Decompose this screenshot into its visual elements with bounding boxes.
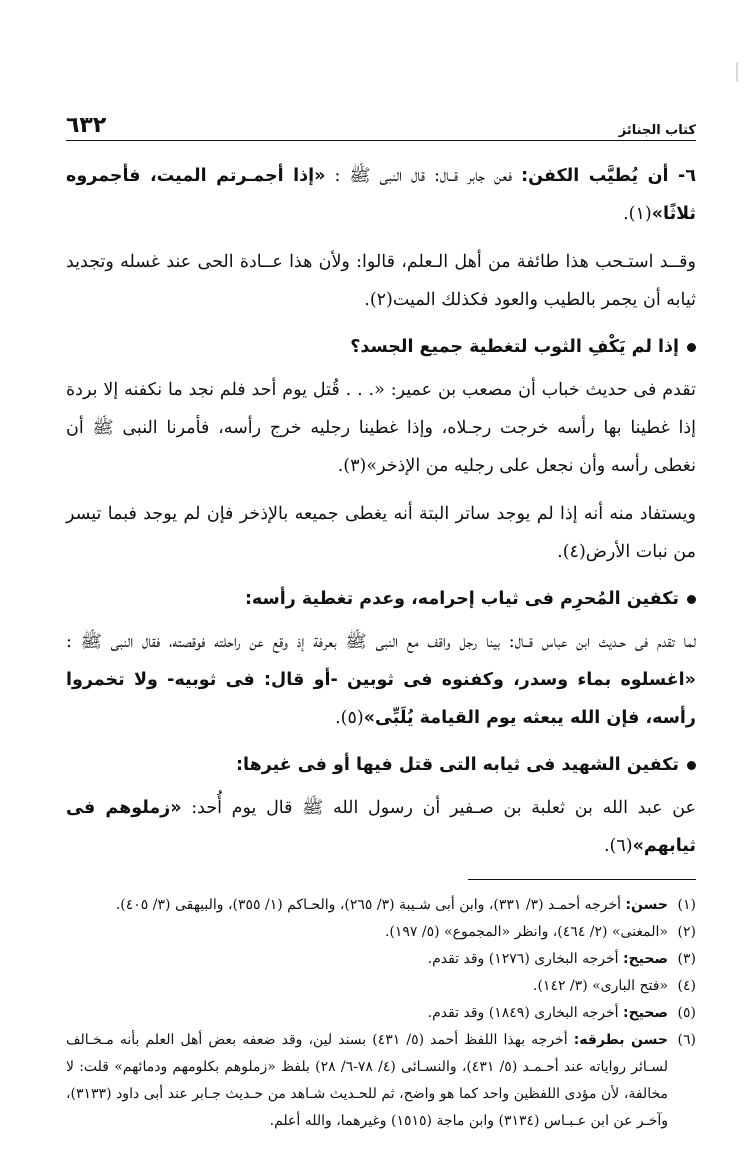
footnote-number: (١) <box>677 897 696 913</box>
footnote-item <box>66 1000 696 1027</box>
footnote-item <box>66 1027 696 1135</box>
footnotes-list <box>66 892 696 1135</box>
subheading-martyr-shroud <box>66 747 696 783</box>
subheading-text: إذا لم يَكْفِ الثوب لتغطية جميع الجسد؟ <box>350 337 679 357</box>
footnote-ref: (٦). <box>603 836 633 856</box>
paragraph-text: ويستفاد منه أنه إذا لم يوجد ساتر البتة أنه يغطى جميعه بالإذخر فإن لم يوجد فبما تيسر من نبات الأرض <box>66 504 696 562</box>
bullet-icon <box>687 343 696 352</box>
footnote-ref: (٤). <box>557 542 586 562</box>
footnote-grade: حسن: <box>625 897 668 913</box>
footnote-ref: (١). <box>623 204 652 224</box>
hadith-quote: «زملوهم فى ثيابهم» <box>66 798 696 856</box>
footnote-number: (٣) <box>677 951 696 967</box>
book-title: كتاب الجنائز <box>618 123 696 138</box>
footnote-ref: (٣). <box>337 456 367 476</box>
paragraph-ibn-abbas-hadith <box>66 623 696 737</box>
hadith-quote: «إذا أجمـرتم الميت، فأجمروه ثلاثًا» <box>66 166 696 224</box>
paragraph-text: عن عبد الله بن ثعلبة بن صـفير أن رسول الله ﷺ قال يوم أُحد: <box>181 798 696 818</box>
book-page <box>66 108 696 1135</box>
margin-mark <box>736 62 738 82</box>
footnote-text: أخرجه البخارى (١٢٧٦) وقد تقدم. <box>427 951 623 967</box>
paragraph-scholars-view <box>66 243 696 319</box>
paragraph-martyr-hadith <box>66 789 696 865</box>
footnote-number: (٥) <box>677 1005 696 1021</box>
footnote-number: (٢) <box>677 924 696 940</box>
footnote-grade: صحيح: <box>622 951 668 967</box>
footnote-ref: (٢). <box>364 290 393 310</box>
subheading-text: تكفين الشهيد فى ثيابه التى قتل فيها أو فى غيرها: <box>236 755 679 775</box>
footnote-text: أخرجه البخارى (١٨٤٩) وقد تقدم. <box>427 1005 623 1021</box>
paragraph-perfuming-shroud <box>66 157 696 233</box>
paragraph-text: تقدم فى حديث خباب أن مصعب بن عمير: «. . . قُتل يوم أحد فلم نجد ما نكفنه إلا بردة إذا غطينا بها رأسه خرجت رجـلاه، وإذا غطينا رجليه خرج رأسه، فأمرنا النبى ﷺ أن نغطى رأسه وأن نجعل على رجليه من الإذخر» <box>66 380 696 476</box>
page-number: ٦٣٢ <box>66 113 107 138</box>
footnote-text: أخرجه أحمـد (٣/ ٣٣١)، وابن أبى شـيبة (٣/ ٢٦٥)، والحـاكم (١/ ٣٥٥)، والبيهقى (٣/ ٤٠٥). <box>115 897 626 913</box>
footnote-ref: (٥). <box>335 708 364 728</box>
footnote-grade: حسن بطرقه: <box>573 1032 668 1048</box>
footnote-item <box>66 973 696 1000</box>
body-text <box>66 157 696 865</box>
subheading-muhrim-shroud <box>66 581 696 617</box>
footnote-grade: صحيح: <box>622 1005 668 1021</box>
paragraph-text: وقــد استـحب هذا طائفة من أهل الـعلم، قالوا: ولأن هذا عــادة الحى عند غسله وتجديد ثيابه أن يجمر بالطيب والعود فكذلك الميت <box>66 252 696 310</box>
subheading-insufficient-cloth <box>66 329 696 365</box>
paragraph-text: فعن جابر قــال: قال النبى ﷺ : <box>325 166 522 186</box>
footnote-text: «المغنى» (٢/ ٤٦٤)، وانظر «المجموع» (٥/ ١٩٧). <box>384 924 668 940</box>
footnote-number: (٦) <box>677 1032 696 1048</box>
footnote-text: «فتح البارى» (٣/ ١٤٢). <box>533 978 668 994</box>
hadith-quote: «اغسلوه بماء وسدر، وكفنوه فى ثوبين -أو قال: فى ثوبيه- ولا تخمروا رأسه، فإن الله يبعثه يوم القيامة يُلَبِّى» <box>66 670 696 728</box>
section-lead: ٦- أن يُطيَّب الكفن: <box>521 166 696 186</box>
footnote-item <box>66 919 696 946</box>
paragraph-idhkhir-ruling <box>66 495 696 571</box>
footnote-number: (٤) <box>677 978 696 994</box>
footnote-item <box>66 946 696 973</box>
running-head <box>66 108 696 141</box>
bullet-icon <box>687 595 696 604</box>
paragraph-text: لما تقدم فى حـديث ابن عباس قــال: بينا رجل واقف مع النبى ﷺ بعرفة إذ وقع عن راحلته فوقصته، فقال النبى ﷺ : <box>66 632 696 652</box>
subheading-text: تكفين المُحرِم فى ثياب إحرامه، وعدم تغطية رأسه: <box>244 589 679 609</box>
footnote-divider <box>468 879 696 880</box>
bullet-icon <box>687 761 696 770</box>
footnote-item <box>66 892 696 919</box>
footnote-text: أخرجه بهذا اللفظ أحمد (٥/ ٤٣١) بسند لين، وقد ضعفه بعض أهل العلم بأنه مـخـالف لسـائر رواياته عند أحـمـد (٥/ ٤٣١)، والنسـائى (٤/ ٧٨-٦/ ٢٨) بلفظ «زملوهم بكلومهم ودمائهم» قلت: لا مخالفة، لأن مؤدى اللفظين واحد كما هو واضح، ثم للحـديث شـاهد من حـديث جـابر عند أبى داود (٣١٣٣)، وآخـر عن ابن عـبـاس (٣١٣٤) وابن ماجة (١٥١٥) وغيرهما، والله أعلم. <box>66 1032 668 1129</box>
paragraph-musab-hadith <box>66 371 696 485</box>
